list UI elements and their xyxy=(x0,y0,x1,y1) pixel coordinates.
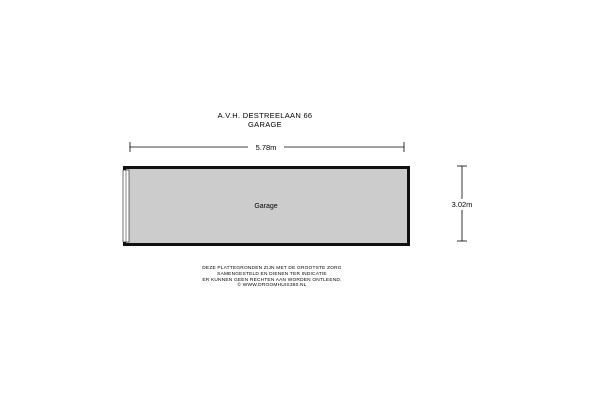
disclaimer-line: DEZE PLATTEGRONDEN ZIJN MET DE GROOTSTE ZORG xyxy=(202,266,342,271)
room-label-garage: Garage xyxy=(254,203,278,210)
disclaimer-block xyxy=(0,266,544,289)
width-dimension-label: 5.78m xyxy=(255,143,277,152)
floor-title: GARAGE xyxy=(248,120,282,129)
depth-dimension xyxy=(444,166,480,241)
address-title: A.V.H. DESTREELAAN 66 xyxy=(217,111,313,120)
depth-dimension-label: 3.02m xyxy=(451,200,473,209)
disclaimer-line: SAMENGESTELD EN DIENEN TER INDICATIE xyxy=(217,271,327,277)
width-dimension xyxy=(130,142,404,152)
disclaimer-line: ER KUNNEN GEEN RECHTEN AAN WORDEN ONTLEEND. xyxy=(202,277,342,283)
copyright-line: © WWW.DROOMHUIS360.NL xyxy=(237,283,307,289)
